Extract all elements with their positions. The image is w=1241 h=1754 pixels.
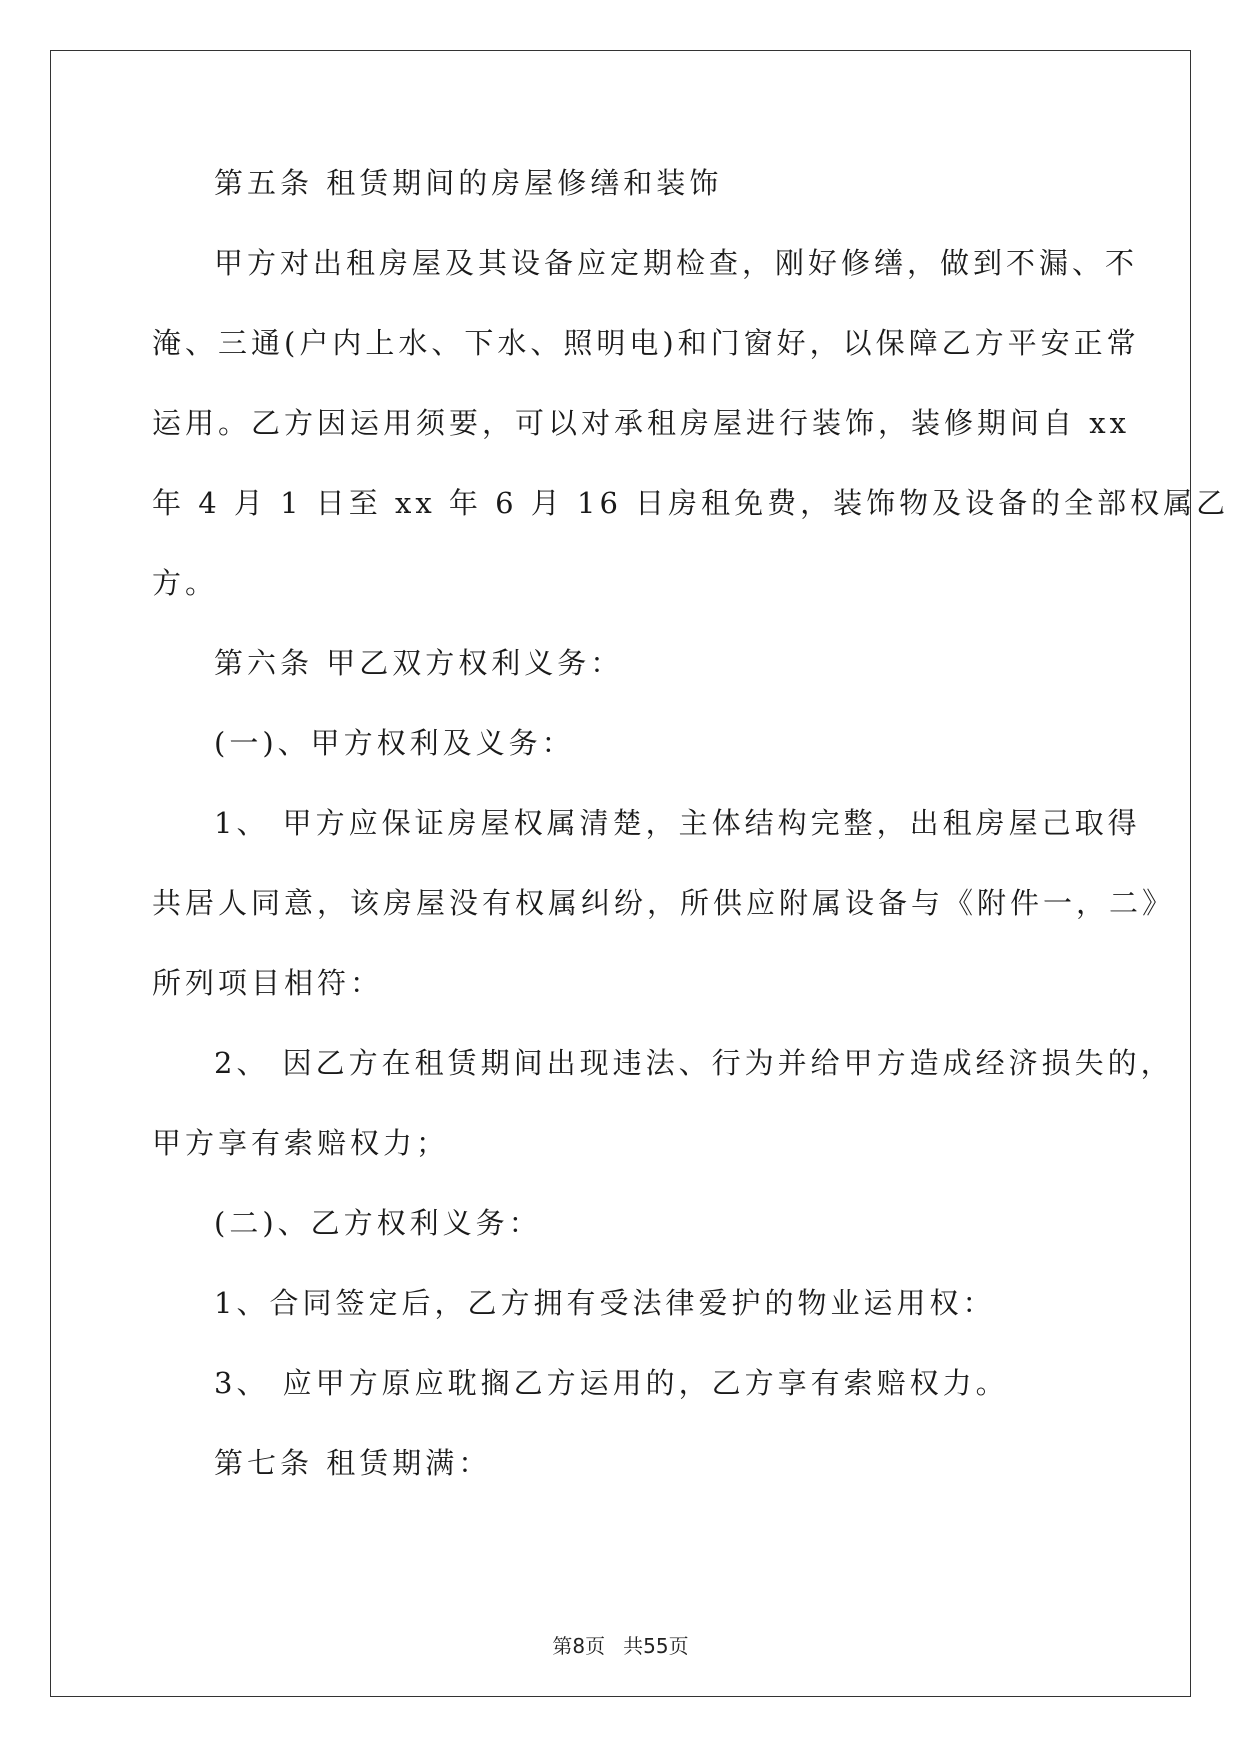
paragraph-line: 甲方对出租房屋及其设备应定期检查，刚好修缮，做到不漏、不 bbox=[214, 246, 1139, 280]
paragraph-line: 方。 bbox=[152, 566, 219, 600]
paragraph-line: 第五条 租赁期间的房屋修缮和装饰 bbox=[214, 166, 723, 200]
paragraph-line: 第七条 租赁期满： bbox=[214, 1446, 492, 1480]
document-body bbox=[152, 162, 1230, 1522]
section-party-b-heading bbox=[152, 1202, 1092, 1244]
paragraph-line: 1、 甲方应保证房屋权属清楚，主体结构完整，出租房屋己取得 bbox=[214, 806, 1141, 840]
paragraph-line: 运用。乙方因运用须要，可以对承租房屋进行装饰，装修期间自 xx bbox=[152, 406, 1130, 440]
paragraph-line: 年 4 月 1 日至 xx 年 6 月 16 日房租免费，装饰物及设备的全部权属乙 bbox=[152, 486, 1230, 520]
paragraph-line: (一)、甲方权利及义务： bbox=[214, 726, 575, 760]
paragraph-line: 甲方享有索赔权力； bbox=[152, 1126, 450, 1160]
paragraph-line: 2、 因乙方在租赁期间出现违法、行为并给甲方造成经济损失的， bbox=[214, 1046, 1174, 1080]
paragraph-line: 淹、三通(户内上水、下水、照明电)和门窗好，以保障乙方平安正常 bbox=[152, 326, 1140, 360]
paragraph-line: 1、合同签定后，乙方拥有受法律爱护的物业运用权： bbox=[214, 1286, 996, 1320]
article-5-heading bbox=[152, 162, 1092, 204]
paragraph-line: 3、 应甲方原应耽搁乙方运用的，乙方享有索赔权力。 bbox=[214, 1366, 1009, 1400]
page-footer bbox=[0, 1630, 1241, 1659]
article-7-heading bbox=[152, 1442, 1092, 1484]
party-b-item-1 bbox=[152, 1282, 1092, 1324]
paragraph-line: 所列项目相符： bbox=[152, 966, 384, 1000]
article-5-body bbox=[152, 242, 1230, 604]
party-a-item-2 bbox=[152, 1042, 1174, 1164]
paragraph-line: 第六条 甲乙双方权利义务： bbox=[214, 646, 624, 680]
article-6-heading bbox=[152, 642, 1092, 684]
section-party-a-heading bbox=[152, 722, 1092, 764]
party-a-item-1 bbox=[152, 802, 1176, 1004]
page-total: 共55页 bbox=[623, 1634, 689, 1658]
paragraph-line: (二)、乙方权利义务： bbox=[214, 1206, 542, 1240]
party-b-item-3 bbox=[152, 1362, 1092, 1404]
paragraph-line: 共居人同意，该房屋没有权属纠纷，所供应附属设备与《附件一，二》 bbox=[152, 886, 1176, 920]
page-number: 第8页 bbox=[552, 1634, 606, 1658]
